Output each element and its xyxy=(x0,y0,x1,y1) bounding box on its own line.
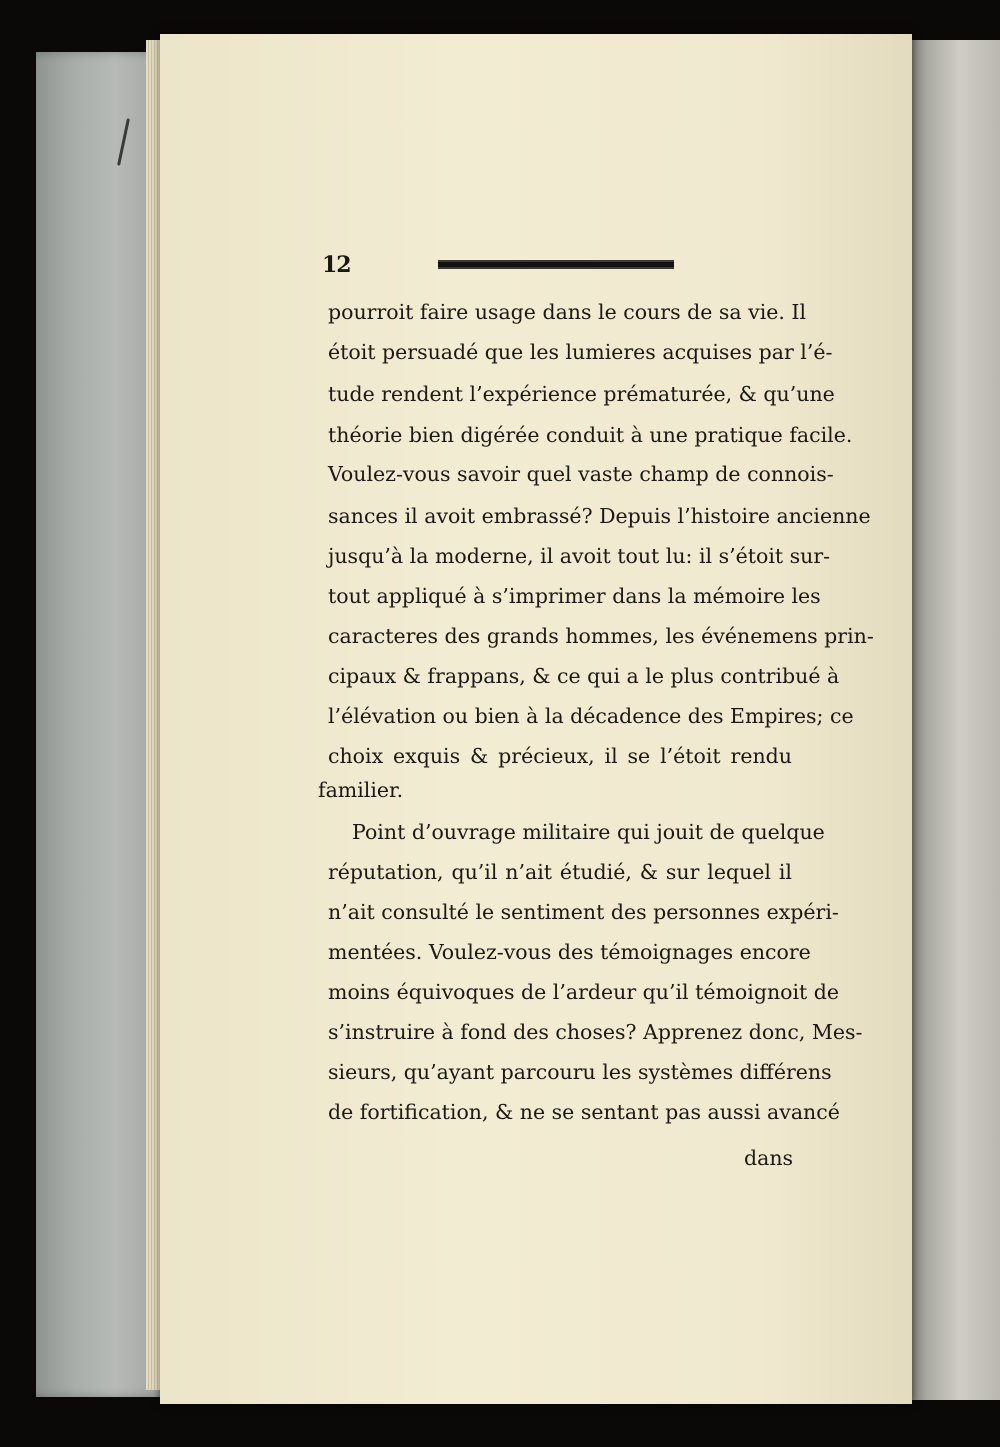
page-number: 12 xyxy=(322,252,351,278)
text-line: l’élévation ou bien à la décadence des Empires; ce xyxy=(328,704,854,728)
text-line: mentées. Voulez-vous des témoignages encore xyxy=(328,940,811,964)
text-line: tude rendent l’expérience prématurée, & qu’une xyxy=(328,382,835,406)
text-line: familier. xyxy=(318,778,404,802)
text-line: n’ait consulté le sentiment des personnes expéri- xyxy=(328,900,839,924)
text-line: étoit persuadé que les lumieres acquises par l’é- xyxy=(328,340,833,364)
text-line: sieurs, qu’ayant parcouru les systèmes différens xyxy=(328,1060,832,1084)
text-line: sances il avoit embrassé? Depuis l’histoire ancienne xyxy=(328,504,871,528)
catchword: dans xyxy=(744,1146,794,1170)
text-line: théorie bien digérée conduit à une pratique facile. xyxy=(328,423,853,447)
text-line: jusqu’à la moderne, il avoit tout lu: il s’étoit sur- xyxy=(328,544,831,568)
text-line: caracteres des grands hommes, les événemens prin- xyxy=(328,624,874,648)
text-line: Voulez-vous savoir quel vaste champ de connois- xyxy=(328,462,834,486)
text-line: pourroit faire usage dans le cours de sa vie. Il xyxy=(328,300,807,324)
text-line: moins équivoques de l’ardeur qu’il témoignoit de xyxy=(328,980,840,1004)
text-line: s’instruire à fond des choses? Apprenez donc, Mes- xyxy=(328,1020,863,1044)
text-line: de fortification, & ne se sentant pas aussi avancé xyxy=(328,1100,840,1124)
paragraph-start-line: Point d’ouvrage militaire qui jouit de quelque xyxy=(352,820,825,844)
text-line: choix exquis & précieux, il se l’étoit rendu xyxy=(328,744,792,768)
text-line: cipaux & frappans, & ce qui a le plus contribué à xyxy=(328,664,840,688)
text-line: réputation, qu’il n’ait étudié, & sur lequel il xyxy=(328,860,792,884)
text-line: tout appliqué à s’imprimer dans la mémoire les xyxy=(328,584,821,608)
